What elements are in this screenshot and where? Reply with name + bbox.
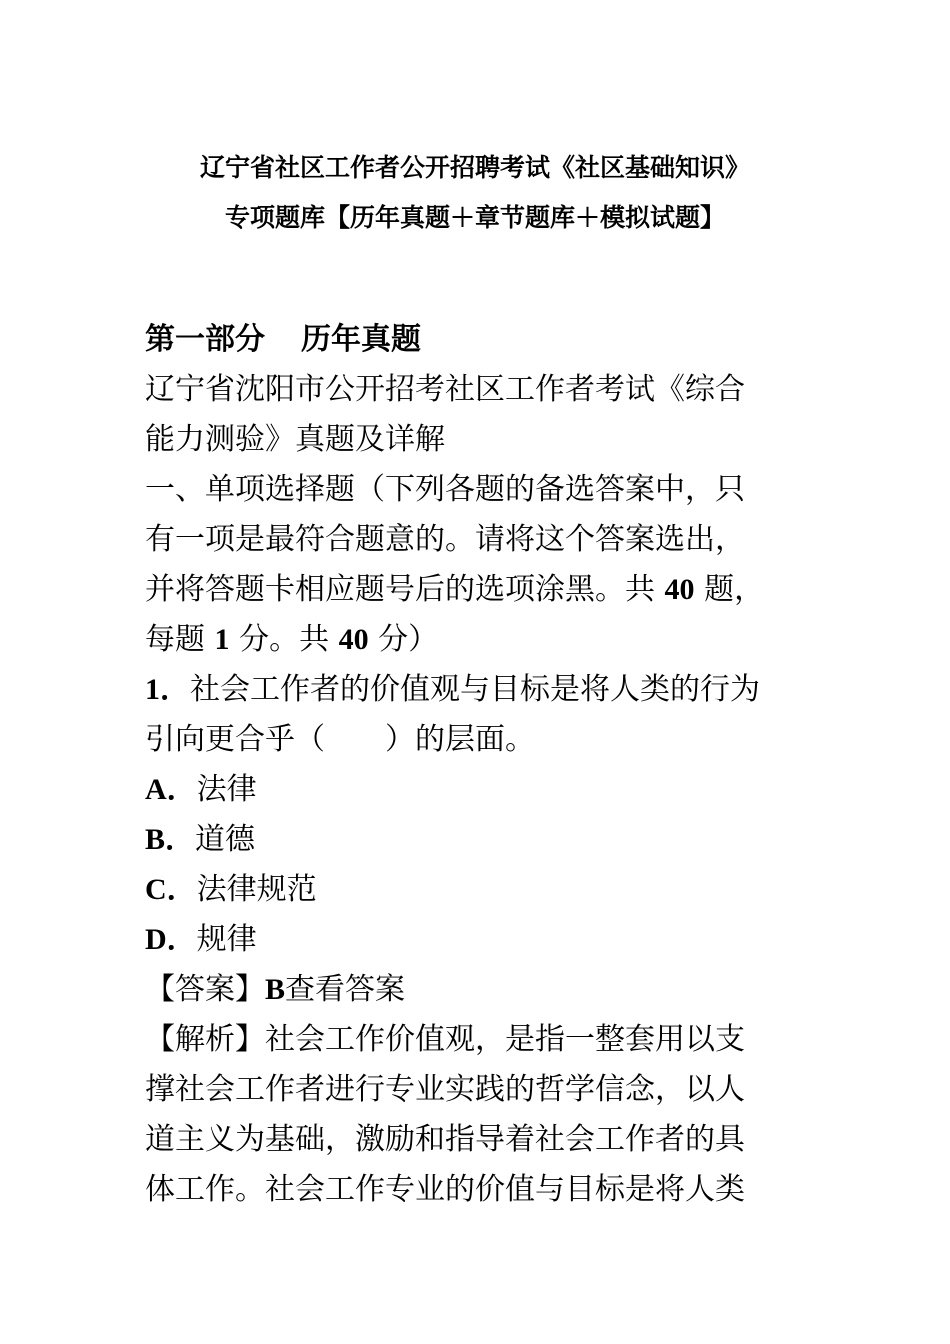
document-body <box>145 315 810 1215</box>
question-count: 40 <box>664 573 695 606</box>
analysis-line-2: 撑社会工作者进行专业实践的哲学信念，以人 <box>145 1072 745 1107</box>
option-c-key: C． <box>145 873 197 906</box>
analysis-line-1 <box>145 1015 810 1065</box>
question-stem-line-2: 引向更合乎（ ）的层面。 <box>145 722 535 757</box>
question-stem-line-1 <box>145 665 810 715</box>
option-c-text: 法律规范 <box>196 872 317 907</box>
analysis-label: 【解析】 <box>145 1022 265 1057</box>
option-b-text: 道德 <box>195 822 256 857</box>
analysis-text-1: 社会工作价值观，是指一整套用以支 <box>265 1022 745 1057</box>
option-d <box>145 915 810 965</box>
option-a-key: A． <box>145 773 197 806</box>
section-text-b: 题， <box>694 572 765 607</box>
part-label: 第一部分 <box>145 322 265 357</box>
option-d-text: 规律 <box>196 922 257 957</box>
part-heading <box>145 315 810 365</box>
points-per-question: 1 <box>214 623 230 656</box>
section-instructions-line-1: 一、单项选择题（下列各题的备选答案中，只 <box>145 472 745 507</box>
document-title-line-2: 专项题库【历年真题＋章节题库＋模拟试题】 <box>224 203 725 232</box>
exam-name-line-2: 能力测验》真题及详解 <box>145 422 445 457</box>
option-c <box>145 865 810 915</box>
question-text-1: 社会工作者的价值观与目标是将人类的行为 <box>190 672 760 707</box>
answer-line <box>145 965 810 1015</box>
total-points: 40 <box>338 623 369 656</box>
option-a-text: 法律 <box>196 772 257 807</box>
question-number: 1． <box>145 673 190 706</box>
exam-name-line-1: 辽宁省沈阳市公开招考社区工作者考试《综合 <box>145 372 745 407</box>
section-text-c: 每题 <box>145 622 215 657</box>
document-title-line-1: 辽宁省社区工作者公开招聘考试《社区基础知识》 <box>199 153 750 182</box>
option-b-key: B． <box>145 823 196 856</box>
view-answer-link[interactable]: 查看答案 <box>285 972 406 1007</box>
option-d-key: D． <box>145 923 197 956</box>
answer-value: B <box>265 973 286 1006</box>
option-b <box>145 815 810 865</box>
section-instructions-line-4 <box>145 615 810 665</box>
analysis-line-4: 体工作。社会工作专业的价值与目标是将人类 <box>145 1172 745 1207</box>
section-instructions-line-3 <box>145 565 810 615</box>
analysis-line-3: 道主义为基础，激励和指导着社会工作者的具 <box>145 1122 745 1157</box>
answer-label: 【答案】 <box>145 972 265 1007</box>
part-name: 历年真题 <box>301 322 421 357</box>
section-text-e: 分） <box>368 622 439 657</box>
section-text-a: 并将答题卡相应题号后的选项涂黑。共 <box>145 572 665 607</box>
option-a <box>145 765 810 815</box>
section-instructions-line-2: 有一项是最符合题意的。请将这个答案选出， <box>145 522 745 557</box>
section-text-d: 分。共 <box>229 622 339 657</box>
